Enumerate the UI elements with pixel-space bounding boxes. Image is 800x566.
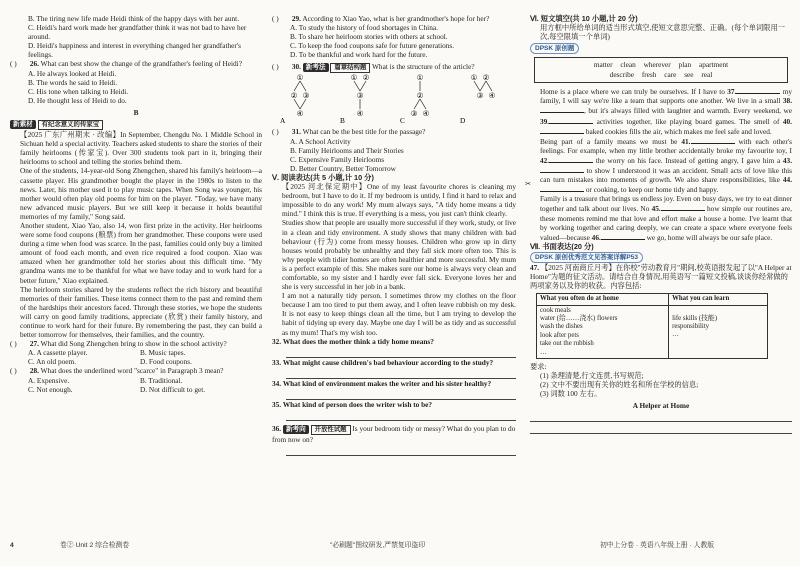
- diagram-node-label: ②: [482, 73, 490, 83]
- new-method-tag: 新考法: [303, 63, 329, 72]
- requirements-title: 要求:: [530, 362, 547, 371]
- question-number: 30.: [291, 62, 301, 72]
- word: describe: [609, 70, 634, 80]
- word: wherever: [643, 60, 671, 70]
- requirement: (1) 条理清楚,行文连贯,书写规范;: [540, 371, 644, 381]
- passage-c-paragraph: 【2025 河北保定期中】One of my least favourite chores is cleaning my bedroom, but I have to do it. If my bedroom is untidy, I find it hard to relax and impossible to do any work! My mum always says, "A tidy home means a tidy mind." I think this is true. If everything is a mess, you just can't think clearly.: [282, 182, 516, 219]
- dpsk-sample-essay-badge: DPSK 原创优秀范文见答案详解P53: [530, 252, 643, 263]
- diagram-edge: [294, 99, 300, 109]
- question-32: 32. What does the mother think a tidy home means?: [272, 336, 434, 346]
- answer-line[interactable]: [286, 388, 516, 400]
- q26-option-b: B. The words he said to Heidi.: [28, 77, 118, 87]
- answer-line[interactable]: [286, 346, 516, 358]
- q31-option-d: D. Better Country, Better Tomorrow: [290, 163, 396, 173]
- cloze-paragraph: Being part of a family means we must be 41. with each other's feelings. For example, when my little brother accidentally broke my favourite toy, I 42. the worry on his face. Instead of getting angry, I gave him a 43. to show I understood it was an accident. Small acts of love like this can turn mistakes into moments of growth. We also share responsibilities, like 44. or cooking, to keep our home tidy and happy.: [540, 136, 793, 195]
- activity-table: [536, 293, 768, 359]
- passage-b-paragraph: The heirloom stories shared by the students reflect the rich history and beautiful memories of their families. These items connect them to the past and remind them of the hardships their ancestors faced. Through these stories, we hope the students will carry on good family traditions, appreciate (欣赏) their family history, and continue to work hard for their future. By remembering the past, they can build a better tomorrow for themselves, their families, and the country.: [20, 284, 262, 340]
- q26-option-a: A. He always looked at Heidi.: [28, 68, 117, 78]
- answer-paren[interactable]: ( ): [272, 62, 279, 72]
- q29-option-b: B. To share her heirloom stories with others at school.: [290, 32, 448, 42]
- requirement: (2) 文中不要出现有关你的姓名和所在学校的信息;: [540, 380, 699, 390]
- question-text: 【2025 河南商丘月考】在你校"劳动教育月"期间,校英语报发起了以"A Helper at Home"为题的征文活动。请结合自身情况,用英语写一篇短文投稿,谈谈你经常做的两项家务以及你的收获。内容包括:: [530, 262, 792, 291]
- diagram-edge: [420, 99, 426, 109]
- question-text: What does the underlined word "scarce" in Paragraph 3 mean?: [40, 366, 224, 376]
- word: apartment: [698, 60, 729, 70]
- q27-options-row: [10, 348, 262, 357]
- table-cell-learnings: life skills (技能) responsibility …: [669, 305, 768, 358]
- side-binding-mark: ✂: [524, 180, 533, 188]
- question-31: [272, 127, 516, 136]
- q29-option-d: D. To be thankful and work hard for the future.: [290, 50, 428, 60]
- q26-option-d: D. He thought less of Heidi to do.: [28, 95, 127, 105]
- cloze-paragraph: Home is a place where we can truly be ourselves. If I have to 37. my family, I will say we're like a team that supports one another. We live in a small 38., but it's always filled with laughter and warmth. Every weekend, we 39. activities together, like playing board games. The smell of 40. baked cookies fills the air, which makes me feel safe and loved.: [540, 87, 793, 136]
- blank-37[interactable]: [736, 86, 780, 94]
- q25-option-c: C. Heidi's hard work made her grandfather think it was not bad to have her around.: [28, 23, 247, 42]
- q25-option-d: D. Heidi's happiness and interest in everything changed her grandfather's feelings.: [28, 41, 241, 60]
- q28-options-row: [10, 385, 262, 394]
- diagram-node-label: ①: [350, 73, 358, 83]
- blank-42[interactable]: [549, 155, 593, 163]
- question-35: 35. What kind of person does the writer wish to be?: [272, 399, 433, 409]
- diagram-node-label: ④: [296, 109, 304, 119]
- answer-line[interactable]: [286, 444, 516, 456]
- word: see: [684, 70, 694, 80]
- question-number: 47.: [530, 262, 540, 272]
- q28-options-row: [10, 376, 262, 385]
- diagram-node-label: ③: [356, 91, 364, 101]
- answer-paren[interactable]: ( ): [10, 59, 17, 69]
- question-26: [10, 59, 262, 68]
- tag-description: 开放性试题: [311, 425, 351, 435]
- section-6-heading: Ⅵ. 短文填空(共 10 小题,计 20 分): [530, 14, 638, 23]
- diagram-edge: [300, 99, 306, 109]
- option: C. An old poem.: [28, 357, 77, 367]
- passage-c-paragraph: I am not a naturally tidy person. I sometimes throw my clothes on the floor because I am too tired to put them away, and I often leave rubbish on my desk. It is not easy to keep things clean all the time, but I am trying to develop the habit of tidying up every day. Maybe one day I will be as tidy and as successful as my mum! That's my wish too.: [282, 291, 516, 337]
- word-box: [534, 57, 788, 83]
- question-text: Is your bedroom tidy or messy? What do you plan to do from now on?: [272, 424, 516, 444]
- cloze-paragraph: Family is a treasure that brings us endless joy. Even on busy days, we try to eat dinner together and talk about our lives. No 45. how simple our routines are, these moments remind me that love and effort make a house a home. I've learnt that by working together and caring deeply, we can create a space where everyone feels valued—because 46. we go, home will always be our safe place.: [540, 194, 793, 242]
- new-material-tag: 新素材: [10, 120, 36, 129]
- diagram-node-label: ①: [470, 73, 478, 83]
- diagram-option-label: A: [280, 116, 286, 126]
- question-number: 31.: [291, 127, 301, 137]
- passage-b-paragraph: 【2025 广东广州期末 · 改编】In September, Chengdu No. 1 Middle School in Sichuan held a special activity. Teachers asked students to share the stories of their family heirlooms (传家宝). Over 300 students took part in it, bringing their heirlooms to school and telling the stories behind them.: [20, 130, 262, 167]
- diagram-node-label: ④: [488, 91, 496, 101]
- writing-line[interactable]: [530, 410, 792, 422]
- option: D. Not difficult to get.: [140, 384, 206, 394]
- page-number: 4: [10, 542, 14, 549]
- answer-paren[interactable]: ( ): [10, 339, 17, 349]
- requirement: (3) 词数 100 左右。: [540, 389, 602, 399]
- question-27: [10, 339, 262, 348]
- section-7-heading: Ⅶ. 书面表达(20 分): [530, 241, 594, 251]
- q31-option-a: A. A School Activity: [290, 136, 351, 146]
- answer-paren[interactable]: ( ): [10, 366, 17, 376]
- question-number: 36.: [272, 424, 282, 433]
- blank-39[interactable]: [549, 116, 593, 124]
- diagram-edge: [360, 81, 366, 91]
- writing-line[interactable]: [530, 422, 792, 434]
- diagram-node-label: ①: [296, 73, 304, 83]
- diagram-option-label: D: [460, 116, 466, 126]
- option: A. Expensive.: [28, 375, 70, 385]
- footer-middle-text: "必刷题"图纹研发,严禁复印盗印: [330, 542, 426, 549]
- passage-b-tag-row: [10, 119, 262, 130]
- q26-option-c: C. His tone when talking to Heidi.: [28, 86, 129, 96]
- blank-46[interactable]: [601, 232, 645, 240]
- question-number: 27.: [29, 339, 39, 349]
- tag-description: 篇章结构题: [330, 63, 370, 73]
- option: A. A cassette player.: [28, 348, 88, 358]
- q31-option-b: B. Family Heirlooms and Their Stories: [290, 145, 404, 155]
- page-footer: [0, 539, 800, 553]
- blank-41[interactable]: [691, 136, 735, 144]
- question-number: 26.: [29, 59, 39, 69]
- new-direction-tag: 新考向: [283, 425, 309, 434]
- question-text: According to Xiao Yao, what is her grandmother's hope for her?: [302, 14, 490, 23]
- diagram-edge: [294, 81, 300, 91]
- question-34: 34. What kind of environment makes the writer and his sister healthy?: [272, 378, 492, 388]
- diagram-node-label: ③: [410, 109, 418, 119]
- diagram-edge: [354, 81, 360, 91]
- section-6-instructions: 用方框中所给单词的适当形式填空,使短文意思完整、正确。(每个单词限用一次,每空限填一个单词): [540, 23, 786, 42]
- answer-line[interactable]: [286, 367, 516, 379]
- q25-option-b: B. The tiring new life made Heidi think of the happy days with her aunt.: [28, 14, 240, 23]
- option: D. Food coupons.: [140, 357, 192, 367]
- table-header: What you often do at home: [537, 294, 669, 305]
- question-text: What did Song Zhengchen bring to show in the school activity?: [40, 339, 227, 349]
- question-47: [530, 263, 792, 290]
- blank-43[interactable]: [540, 165, 584, 173]
- passage-b-paragraph: One of the students, 14-year-old Song Zhengchen, shared his family's heirloom—a cassette player. His grandmother bought the player in the 1980s to listen to the news. Later, his mother used it to play music tapes. When Song was younger, his mother would often play old poems for him on the player. "Today, we have many new advanced music players. But we still keep it because it holds beautiful memories of my family," Song said.: [20, 166, 262, 221]
- structure-diagram: [272, 73, 516, 127]
- q29-option-c: C. To keep the food coupons safe for future generations.: [290, 41, 455, 51]
- footer-left-text: 卷② Unit 2 综合检测卷: [60, 542, 130, 549]
- diagram-option-label: C: [400, 116, 405, 126]
- footer-right-text: 初中上分卷 · 英语八年级上册 · 人教版: [600, 542, 715, 549]
- middle-column: [272, 14, 516, 456]
- diagram-edge: [414, 99, 420, 109]
- word: clean: [620, 60, 636, 70]
- word: matter: [593, 60, 613, 70]
- question-number: 28.: [29, 366, 39, 376]
- option: C. Not enough.: [28, 384, 73, 394]
- word: plan: [678, 60, 692, 70]
- question-28: [10, 366, 262, 375]
- passage-b-label: B: [133, 107, 139, 117]
- diagram-edge: [486, 81, 492, 91]
- option: B. Music tapes.: [140, 348, 186, 358]
- left-column: [10, 14, 262, 394]
- q27-options-row: [10, 357, 262, 366]
- diagram-edge: [474, 81, 480, 91]
- question-36: [272, 424, 516, 444]
- answer-line[interactable]: [286, 409, 516, 421]
- table-cell-chores: cook meals water (给……浇水) flowers wash the dishes look after pets take out the rubbish …: [537, 305, 669, 358]
- word: care: [664, 70, 677, 80]
- table-header: What you can learn: [669, 294, 768, 305]
- blank-38[interactable]: [540, 105, 584, 113]
- diagram-edge: [480, 81, 486, 91]
- section-5-heading: Ⅴ. 阅读表达(共 5 小题,计 10 分): [272, 172, 374, 182]
- answer-paren[interactable]: ( ): [272, 127, 279, 137]
- tag-description: 有纪念意义的传家宝: [38, 120, 104, 130]
- diagram-edge: [300, 81, 306, 91]
- essay-title: A Helper at Home: [632, 401, 690, 411]
- passage-c-paragraph: Studies show that people are usually more successful if they work, study, or live in a clean and tidy environment. A study shows that many children with bad behaviour (行为) come from messy houses. Children who grow up in dirty houses would probably be unhealthy and they fall sick more often too. This is why people with tidier homes are often healthier and more successful. My mum is a perfect example of this. She makes sure our home is always very clean and comfortable, so my sister and I hardly ever fall sick. Everyone loves her and she is very successful in her job in a bank.: [282, 218, 516, 292]
- diagram-node-label: ②: [416, 91, 424, 101]
- question-33: 33. What might cause children's bad behaviour according to the study?: [272, 357, 494, 367]
- q31-option-c: C. Expensive Family Heirlooms: [290, 154, 385, 164]
- answer-paren[interactable]: ( ): [272, 14, 279, 23]
- word: fresh: [641, 70, 657, 80]
- question-text: What can be the best title for the passage?: [302, 127, 426, 137]
- right-column: [530, 14, 792, 434]
- diagram-option-label: B: [340, 116, 345, 126]
- blank-45[interactable]: [661, 203, 705, 211]
- diagram-node-label: ②: [290, 91, 298, 101]
- option: B. Traditional.: [140, 375, 183, 385]
- diagram-node-label: ②: [362, 73, 370, 83]
- q29-option-a: A. To study the history of food shortages in China.: [290, 23, 438, 33]
- diagram-node-label: ④: [422, 109, 430, 119]
- question-text: What is the structure of the article?: [372, 62, 475, 72]
- passage-b-paragraph: Another student, Xiao Yao, also 14, won first prize in the activity. Her heirlooms were some food coupons (粮票) from her grandmother. These coupons were used during a time when food was scarce. In the past, families could only buy a limited amount of food each month, and even rice required a food coupon. Xiao was amazed when her grandmother told her stories about this difficult time. "My grandma wants me to be thankful for what we have today and to work hard for a better future," Xiao explained.: [20, 220, 262, 285]
- word: real: [701, 70, 713, 80]
- blank-40[interactable]: [540, 126, 584, 134]
- diagram-node-label: ①: [416, 73, 424, 83]
- question-29: [272, 14, 516, 23]
- question-30: [272, 62, 516, 73]
- diagram-node-label: ④: [356, 109, 364, 119]
- question-text: What can best show the change of the grandfather's feeling of Heidi?: [40, 59, 242, 69]
- diagram-node-label: ③: [302, 91, 310, 101]
- blank-44[interactable]: [540, 184, 584, 192]
- dpsk-original-badge: DPSK 原创题: [530, 43, 579, 54]
- diagram-node-label: ③: [476, 91, 484, 101]
- question-number: 29.: [291, 14, 301, 23]
